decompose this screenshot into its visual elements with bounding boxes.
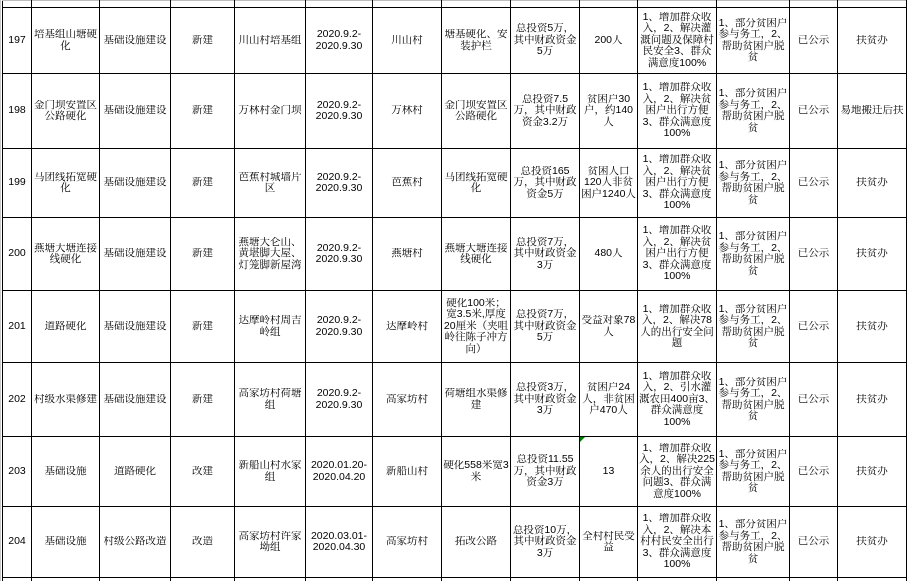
cell-partial[interactable] [171, 578, 235, 581]
cell-investment[interactable] [511, 437, 580, 507]
cell-village[interactable] [373, 149, 442, 218]
cell-text: 199 [8, 177, 26, 189]
cell-text: 2020.9.2-2020.9.30 [315, 99, 363, 122]
cell-investment[interactable] [511, 149, 580, 218]
cell-nature[interactable] [171, 363, 235, 437]
cell-partial[interactable] [3, 1, 32, 8]
cell-text: 马团线拓宽硬化 [34, 171, 97, 194]
cell-text: 硬化558米宽3米 [443, 460, 509, 483]
cell-text: 新建 [192, 393, 213, 405]
cell-text: 1、增加群众收入，2、解决贫困户出行方便3、群众满意度100% [642, 82, 712, 140]
cell-category[interactable] [100, 437, 171, 507]
cell-publicity[interactable] [790, 291, 838, 363]
cell-text: 新建 [192, 105, 213, 117]
cell-period[interactable] [306, 218, 373, 291]
cell-publicity[interactable] [790, 507, 838, 578]
cell-partial[interactable] [790, 578, 838, 581]
cell-text: 1、增加群众收入，2、解决贫困户出行方便3、群众满意度100% [642, 154, 712, 212]
cell-publicity[interactable] [790, 149, 838, 218]
cell-text: 1、增加群众收入，2、解决225余人的出行安全问题3、群众满意度100% [639, 442, 715, 500]
cell-partial[interactable] [580, 578, 638, 581]
cell-beneficiaries[interactable] [580, 218, 638, 291]
cell-period[interactable] [306, 8, 373, 74]
cell-text: 13 [602, 465, 615, 477]
cell-partial[interactable] [790, 1, 838, 8]
cell-text: 道路硬化 [114, 465, 156, 477]
cell-text: 扶贫办 [856, 34, 888, 46]
cell-text: 已公示 [797, 320, 830, 332]
cell-text: 新船山村水家组 [238, 460, 302, 483]
cell-text: 荷塘组水渠修建 [444, 388, 508, 411]
cell-text: 2020.9.2-2020.9.30 [315, 242, 363, 265]
cell-partial[interactable] [235, 578, 306, 581]
cell-partial[interactable] [638, 578, 717, 581]
cell-mechanism[interactable] [717, 149, 790, 218]
table-row [3, 74, 907, 149]
cell-text: 1、部分贫困户参与务工，2、帮助贫困户脱贫 [718, 231, 788, 277]
cell-partial[interactable] [306, 1, 373, 8]
cell-text: 2020.01.20-2020.04.20 [310, 460, 368, 483]
cell-nature[interactable] [171, 149, 235, 218]
cell-mechanism[interactable] [717, 437, 790, 507]
cell-village[interactable] [373, 291, 442, 363]
cell-text: 1、部分贫困户参与务工，2、帮助贫困户脱贫 [718, 519, 788, 565]
cell-text: 道路硬化 [44, 320, 87, 332]
cell-text: 村级公路改造 [103, 536, 167, 548]
cell-partial[interactable] [838, 578, 907, 581]
cell-investment[interactable] [511, 218, 580, 291]
cell-category[interactable] [100, 507, 171, 578]
cell-text: 1、部分贫困户参与务工，2、帮助贫困户脱贫 [718, 88, 788, 134]
cell-text: 扶贫办 [856, 320, 888, 332]
cell-no[interactable] [3, 218, 32, 291]
cell-text: 已公示 [797, 34, 830, 46]
cell-text: 基础设施建设 [103, 177, 167, 189]
cell-partial[interactable] [100, 578, 171, 581]
cell-text: 燕塘大塘连接线硬化 [444, 242, 508, 265]
cell-publicity[interactable] [790, 437, 838, 507]
cell-nature[interactable] [171, 8, 235, 74]
cell-investment[interactable] [511, 507, 580, 578]
cell-beneficiaries[interactable] [580, 74, 638, 149]
cell-no[interactable] [3, 8, 32, 74]
cell-partial[interactable] [100, 1, 171, 8]
cell-text: 芭蕉村 [391, 177, 423, 189]
cell-text: 基础设施建设 [103, 105, 167, 117]
cell-period[interactable] [306, 363, 373, 437]
cell-period[interactable] [306, 507, 373, 578]
cell-beneficiaries[interactable] [580, 363, 638, 437]
cell-village[interactable] [373, 437, 442, 507]
cell-mechanism[interactable] [717, 363, 790, 437]
cell-location[interactable] [235, 363, 306, 437]
cell-text: 川山村 [391, 34, 423, 46]
cell-beneficiaries[interactable] [580, 437, 638, 507]
cell-text: 202 [8, 393, 26, 405]
cell-content[interactable] [442, 218, 511, 291]
cell-goals[interactable] [638, 218, 717, 291]
cell-text: 已公示 [797, 465, 830, 477]
cell-nature[interactable] [171, 437, 235, 507]
cell-text: 高家坊村荷塘组 [238, 388, 302, 411]
cell-text: 总投资7万，其中财政资金3万 [513, 236, 577, 271]
cell-mechanism[interactable] [717, 74, 790, 149]
cell-text: 扶贫办 [856, 248, 888, 260]
cell-partial[interactable] [511, 1, 580, 8]
cell-text: 总投资11.55万，其中财政资金3万 [513, 454, 577, 489]
cell-text: 已公示 [797, 536, 830, 548]
cell-location[interactable] [235, 74, 306, 149]
cell-text: 达摩岭村周吉岭组 [238, 315, 302, 338]
cell-village[interactable] [373, 8, 442, 74]
cell-text: 2020.9.2-2020.9.30 [315, 171, 363, 194]
cell-text: 扶贫办 [856, 465, 888, 477]
cell-text: 204 [8, 536, 26, 548]
cell-no[interactable] [3, 149, 32, 218]
cell-mechanism[interactable] [717, 507, 790, 578]
cell-partial[interactable] [580, 1, 638, 8]
table-row [3, 507, 907, 578]
cell-partial[interactable] [3, 578, 32, 581]
cell-partial[interactable] [171, 1, 235, 8]
cell-partial[interactable] [511, 578, 580, 581]
cell-text: 达摩岭村 [386, 320, 428, 332]
cell-investment[interactable] [511, 291, 580, 363]
cell-project[interactable] [32, 218, 100, 291]
cell-text: 贫困人口120人非贫困户1240人 [581, 165, 636, 200]
cell-investment[interactable] [511, 363, 580, 437]
cell-beneficiaries[interactable] [580, 291, 638, 363]
table-row [3, 437, 907, 507]
partial-row [3, 578, 907, 581]
cell-text: 新建 [192, 248, 213, 260]
cell-category[interactable] [100, 74, 171, 149]
cell-text: 1、增加群众收入，2、解决贫困户出行方便3、群众满意度100% [642, 225, 712, 283]
cell-beneficiaries[interactable] [580, 507, 638, 578]
cell-text: 马团线拓宽硬化 [444, 171, 508, 194]
cell-content[interactable] [442, 291, 511, 363]
cell-village[interactable] [373, 218, 442, 291]
cell-text: 已公示 [797, 177, 830, 189]
cell-text: 2020.9.2-2020.9.30 [315, 29, 363, 52]
cell-department[interactable] [838, 507, 907, 578]
cell-text: 1、部分贫困户参与务工，2、帮助贫困户脱贫 [718, 303, 788, 349]
cell-project[interactable] [32, 437, 100, 507]
cell-content[interactable] [442, 437, 511, 507]
cell-no[interactable] [3, 437, 32, 507]
excel-error-indicator [580, 437, 585, 442]
partial-row [3, 1, 907, 8]
cell-text: 燕塘大仑山、黄堪脚大屋、灯笼脚新屋湾 [238, 236, 302, 271]
cell-text: 基础设施建设 [103, 320, 167, 332]
cell-content[interactable] [442, 363, 511, 437]
cell-goals[interactable] [638, 507, 717, 578]
cell-mechanism[interactable] [717, 8, 790, 74]
cell-text: 基础设施 [44, 536, 87, 548]
cell-department[interactable] [838, 363, 907, 437]
cell-text: 金门坝安置区公路硬化 [34, 99, 97, 122]
cell-text: 基础设施建设 [103, 248, 167, 260]
cell-village[interactable] [373, 507, 442, 578]
cell-goals[interactable] [638, 437, 717, 507]
cell-text: 高家坊村 [386, 393, 428, 405]
cell-text: 改造 [192, 536, 213, 548]
cell-text: 硬化100米；宽3.5米,厚度20厘米（夹咀岭往陈子冲方向） [443, 297, 509, 355]
cell-text: 197 [8, 34, 26, 46]
table-row [3, 149, 907, 218]
cell-department[interactable] [838, 291, 907, 363]
cell-project[interactable] [32, 74, 100, 149]
cell-partial[interactable] [306, 578, 373, 581]
cell-text: 塘基硬化、安装护栏 [444, 29, 508, 52]
cell-category[interactable] [100, 149, 171, 218]
cell-text: 贫困户24人，非贫困户470人 [582, 382, 635, 417]
cell-text: 198 [8, 105, 26, 117]
cell-text: 金门坝安置区公路硬化 [444, 99, 508, 122]
cell-goals[interactable] [638, 291, 717, 363]
cell-text: 基础设施建设 [103, 393, 167, 405]
cell-text: 1、部分贫困户参与务工，2、帮助贫困户脱贫 [718, 17, 788, 63]
cell-text: 总投资7万，其中财政资金5万 [513, 309, 577, 344]
cell-project[interactable] [32, 291, 100, 363]
cell-period[interactable] [306, 437, 373, 507]
cell-text: 新船山村 [386, 465, 428, 477]
cell-investment[interactable] [511, 74, 580, 149]
cell-text: 1、部分贫困户参与务工，2、帮助贫困户脱贫 [718, 376, 788, 422]
cell-content[interactable] [442, 74, 511, 149]
cell-project[interactable] [32, 149, 100, 218]
cell-category[interactable] [100, 363, 171, 437]
cell-text: 全村村民受益 [582, 530, 635, 553]
cell-text: 芭蕉村城墙片区 [238, 171, 302, 194]
project-table [2, 0, 907, 581]
cell-period[interactable] [306, 74, 373, 149]
cell-no[interactable] [3, 74, 32, 149]
cell-department[interactable] [838, 74, 907, 149]
cell-partial[interactable] [717, 578, 790, 581]
cell-partial[interactable] [373, 1, 442, 8]
cell-department[interactable] [838, 218, 907, 291]
cell-text: 200 [8, 248, 26, 260]
cell-text: 新建 [192, 320, 213, 332]
cell-text: 总投资3万，其中财政资金3万 [513, 382, 577, 417]
cell-text: 201 [8, 320, 26, 332]
cell-department[interactable] [838, 149, 907, 218]
cell-text: 受益对象78人 [581, 315, 636, 338]
cell-text: 1、部分贫困户参与务工，2、帮助贫困户脱贫 [718, 160, 788, 206]
cell-location[interactable] [235, 218, 306, 291]
cell-goals[interactable] [638, 8, 717, 74]
cell-no[interactable] [3, 507, 32, 578]
cell-text: 燕塘大塘连接线硬化 [34, 242, 97, 265]
cell-category[interactable] [100, 291, 171, 363]
cell-text: 改建 [192, 465, 213, 477]
cell-period[interactable] [306, 291, 373, 363]
cell-partial[interactable] [235, 1, 306, 8]
cell-content[interactable] [442, 507, 511, 578]
cell-department[interactable] [838, 437, 907, 507]
cell-partial[interactable] [32, 1, 100, 8]
cell-location[interactable] [235, 291, 306, 363]
table-row [3, 8, 907, 74]
cell-partial[interactable] [717, 1, 790, 8]
cell-text: 万林村金门坝 [238, 105, 302, 117]
cell-text: 已公示 [797, 105, 830, 117]
cell-text: 480人 [594, 248, 623, 260]
cell-project[interactable] [32, 507, 100, 578]
cell-text: 川山村培基组 [238, 34, 302, 46]
cell-nature[interactable] [171, 218, 235, 291]
cell-text: 培基组山塘硬化 [34, 29, 97, 52]
cell-text: 基础设施建设 [103, 34, 167, 46]
cell-text: 总投资10万，其中财政资金3万 [512, 524, 578, 559]
cell-nature[interactable] [171, 507, 235, 578]
cell-text: 燕塘村 [391, 248, 423, 260]
cell-text: 总投资165万，其中财政资金5万 [513, 165, 577, 200]
cell-mechanism[interactable] [717, 291, 790, 363]
cell-partial[interactable] [638, 1, 717, 8]
cell-text: 新建 [192, 34, 213, 46]
cell-text: 高家坊村许家坳组 [238, 530, 302, 553]
cell-text: 村级水渠修建 [34, 393, 97, 405]
cell-partial[interactable] [838, 1, 907, 8]
cell-text: 1、增加群众收入，2、解决灌溉问题及保障村民安全3、群众满意度100% [640, 11, 714, 69]
cell-text: 已公示 [797, 248, 830, 260]
cell-nature[interactable] [171, 291, 235, 363]
table-row [3, 218, 907, 291]
cell-location[interactable] [235, 507, 306, 578]
cell-nature[interactable] [171, 74, 235, 149]
cell-no[interactable] [3, 363, 32, 437]
cell-text: 易地搬迁后扶 [840, 105, 904, 117]
cell-beneficiaries[interactable] [580, 149, 638, 218]
cell-investment[interactable] [511, 8, 580, 74]
cell-text: 总投资5万，其中财政资金5万 [513, 23, 577, 58]
cell-period[interactable] [306, 149, 373, 218]
cell-text: 1、增加群众收入，2、解决本村村民安全出行3、群众满意度100% [640, 513, 714, 571]
cell-partial[interactable] [442, 1, 511, 8]
cell-goals[interactable] [638, 149, 717, 218]
cell-text: 2020.03.01-2020.04.30 [310, 530, 368, 553]
cell-project[interactable] [32, 8, 100, 74]
cell-text: 2020.9.2-2020.9.30 [315, 388, 363, 411]
cell-text: 1、增加群众收入，2、解决78人的出行安全问题 [640, 303, 714, 349]
cell-text: 扶贫办 [856, 177, 888, 189]
cell-publicity[interactable] [790, 218, 838, 291]
cell-text: 拓改公路 [455, 536, 497, 548]
cell-partial[interactable] [442, 578, 511, 581]
cell-publicity[interactable] [790, 74, 838, 149]
cell-text: 1、增加群众收入，2、引水灌溉农田400亩3、群众满意度100% [639, 370, 715, 428]
cell-beneficiaries[interactable] [580, 8, 638, 74]
cell-content[interactable] [442, 149, 511, 218]
cell-text: 基础设施 [44, 465, 87, 477]
table-row [3, 363, 907, 437]
cell-location[interactable] [235, 437, 306, 507]
cell-content[interactable] [442, 8, 511, 74]
cell-publicity[interactable] [790, 363, 838, 437]
cell-text: 扶贫办 [856, 536, 888, 548]
cell-text: 新建 [192, 177, 213, 189]
cell-mechanism[interactable] [717, 218, 790, 291]
table-body [3, 1, 907, 581]
cell-text: 扶贫办 [856, 393, 888, 405]
cell-publicity[interactable] [790, 8, 838, 74]
cell-location[interactable] [235, 8, 306, 74]
cell-village[interactable] [373, 363, 442, 437]
cell-text: 203 [8, 465, 26, 477]
cell-partial[interactable] [373, 578, 442, 581]
cell-partial[interactable] [32, 578, 100, 581]
cell-goals[interactable] [638, 74, 717, 149]
cell-project[interactable] [32, 363, 100, 437]
cell-location[interactable] [235, 149, 306, 218]
cell-goals[interactable] [638, 363, 717, 437]
cell-text: 总投资7.5万，其中财政资金3.2万 [513, 93, 577, 128]
cell-category[interactable] [100, 218, 171, 291]
cell-text: 贫困户30户，约140人 [583, 93, 634, 128]
cell-department[interactable] [838, 8, 907, 74]
cell-text: 200人 [594, 34, 623, 46]
cell-no[interactable] [3, 291, 32, 363]
cell-village[interactable] [373, 74, 442, 149]
cell-text: 1、部分贫困户参与务工，2、帮助贫困户脱贫 [718, 448, 788, 494]
cell-text: 高家坊村 [386, 536, 428, 548]
table-row [3, 291, 907, 363]
cell-text: 2020.9.2-2020.9.30 [315, 315, 363, 338]
cell-text: 已公示 [797, 393, 830, 405]
cell-text: 万林村 [391, 105, 423, 117]
cell-category[interactable] [100, 8, 171, 74]
